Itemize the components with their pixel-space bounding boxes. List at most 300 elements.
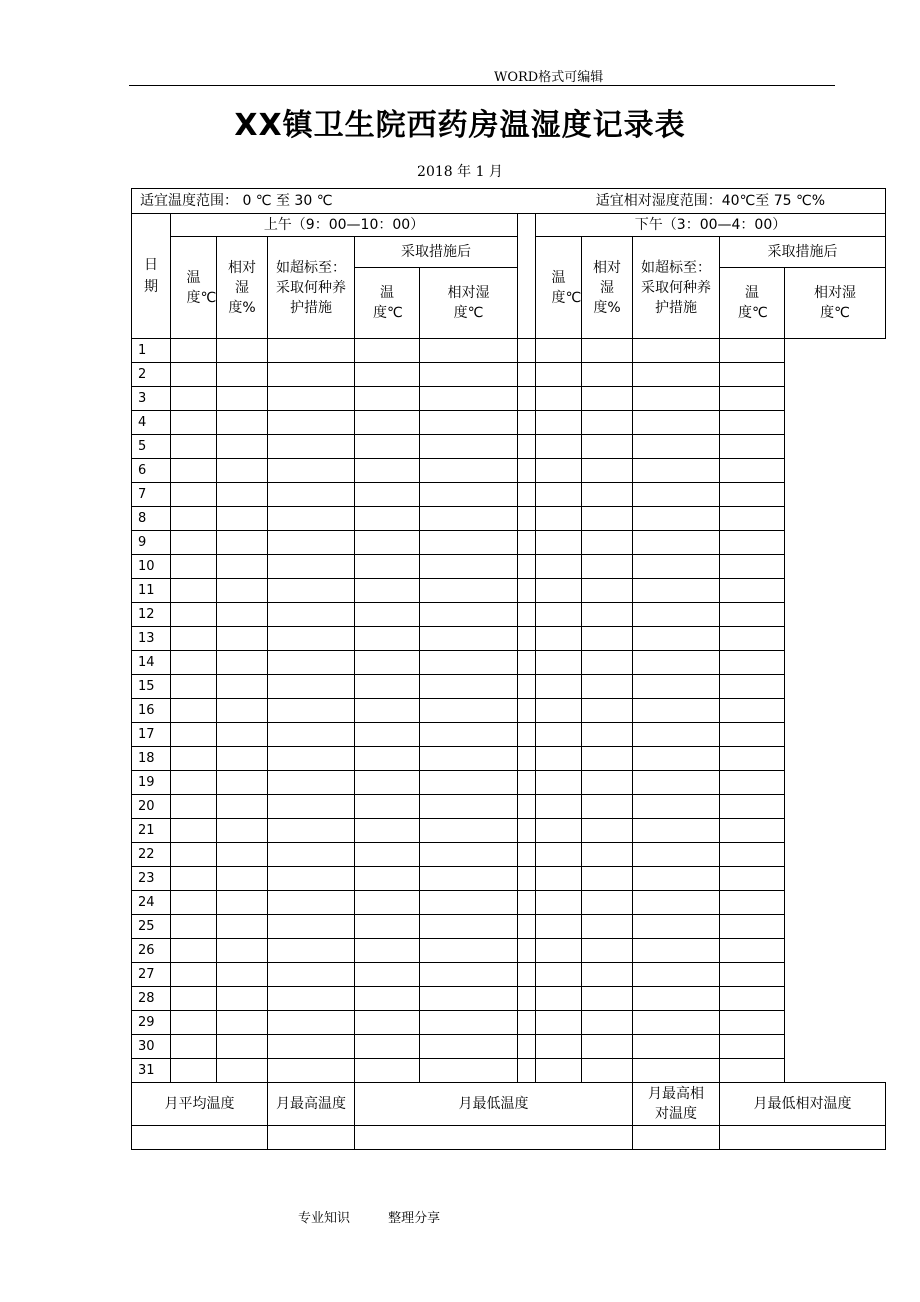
pm-after-humidity-cell[interactable]	[720, 915, 785, 939]
pm-after-temp-cell[interactable]	[633, 747, 720, 771]
am-humidity-cell[interactable]	[217, 747, 268, 771]
am-after-humidity-cell[interactable]	[420, 387, 518, 411]
pm-humidity-cell[interactable]	[536, 1011, 582, 1035]
pm-after-temp-cell[interactable]	[633, 675, 720, 699]
pm-after-humidity-cell[interactable]	[720, 507, 785, 531]
pm-temp-cell[interactable]	[518, 651, 536, 675]
am-measures-cell[interactable]	[268, 867, 355, 891]
pm-after-temp-cell[interactable]	[633, 531, 720, 555]
pm-measures-cell[interactable]	[582, 723, 633, 747]
am-temp-cell[interactable]	[171, 723, 217, 747]
am-humidity-cell[interactable]	[217, 483, 268, 507]
pm-measures-cell[interactable]	[582, 435, 633, 459]
am-humidity-cell[interactable]	[217, 795, 268, 819]
am-temp-cell[interactable]	[171, 771, 217, 795]
am-measures-cell[interactable]	[268, 819, 355, 843]
am-after-humidity-cell[interactable]	[420, 843, 518, 867]
pm-after-humidity-cell[interactable]	[720, 339, 785, 363]
am-measures-cell[interactable]	[268, 531, 355, 555]
am-temp-cell[interactable]	[171, 507, 217, 531]
am-temp-cell[interactable]	[171, 411, 217, 435]
pm-measures-cell[interactable]	[582, 963, 633, 987]
am-measures-cell[interactable]	[268, 987, 355, 1011]
pm-after-temp-cell[interactable]	[633, 555, 720, 579]
am-temp-cell[interactable]	[171, 387, 217, 411]
am-temp-cell[interactable]	[171, 843, 217, 867]
am-temp-cell[interactable]	[171, 579, 217, 603]
am-temp-cell[interactable]	[171, 819, 217, 843]
am-after-temp-cell[interactable]	[355, 771, 420, 795]
am-measures-cell[interactable]	[268, 915, 355, 939]
pm-after-temp-cell[interactable]	[633, 699, 720, 723]
pm-after-humidity-cell[interactable]	[720, 459, 785, 483]
pm-after-temp-cell[interactable]	[633, 915, 720, 939]
pm-humidity-cell[interactable]	[536, 699, 582, 723]
pm-after-temp-cell[interactable]	[633, 843, 720, 867]
pm-after-temp-cell[interactable]	[633, 459, 720, 483]
pm-after-temp-cell[interactable]	[633, 963, 720, 987]
max-humidity-value[interactable]	[633, 1126, 720, 1150]
pm-temp-cell[interactable]	[518, 891, 536, 915]
am-temp-cell[interactable]	[171, 363, 217, 387]
pm-humidity-cell[interactable]	[536, 939, 582, 963]
pm-after-humidity-cell[interactable]	[720, 627, 785, 651]
am-temp-cell[interactable]	[171, 1035, 217, 1059]
pm-humidity-cell[interactable]	[536, 963, 582, 987]
pm-measures-cell[interactable]	[582, 555, 633, 579]
am-after-temp-cell[interactable]	[355, 507, 420, 531]
am-after-temp-cell[interactable]	[355, 555, 420, 579]
pm-measures-cell[interactable]	[582, 363, 633, 387]
pm-after-temp-cell[interactable]	[633, 627, 720, 651]
pm-temp-cell[interactable]	[518, 579, 536, 603]
am-humidity-cell[interactable]	[217, 699, 268, 723]
am-measures-cell[interactable]	[268, 435, 355, 459]
pm-measures-cell[interactable]	[582, 891, 633, 915]
am-humidity-cell[interactable]	[217, 435, 268, 459]
pm-humidity-cell[interactable]	[536, 747, 582, 771]
am-temp-cell[interactable]	[171, 531, 217, 555]
am-after-temp-cell[interactable]	[355, 411, 420, 435]
am-humidity-cell[interactable]	[217, 363, 268, 387]
am-after-temp-cell[interactable]	[355, 627, 420, 651]
am-temp-cell[interactable]	[171, 795, 217, 819]
am-after-humidity-cell[interactable]	[420, 675, 518, 699]
am-humidity-cell[interactable]	[217, 963, 268, 987]
pm-humidity-cell[interactable]	[536, 363, 582, 387]
pm-humidity-cell[interactable]	[536, 867, 582, 891]
pm-measures-cell[interactable]	[582, 675, 633, 699]
am-measures-cell[interactable]	[268, 651, 355, 675]
pm-humidity-cell[interactable]	[536, 459, 582, 483]
pm-humidity-cell[interactable]	[536, 771, 582, 795]
pm-measures-cell[interactable]	[582, 915, 633, 939]
pm-temp-cell[interactable]	[518, 723, 536, 747]
am-measures-cell[interactable]	[268, 771, 355, 795]
pm-after-temp-cell[interactable]	[633, 603, 720, 627]
pm-after-humidity-cell[interactable]	[720, 843, 785, 867]
am-after-humidity-cell[interactable]	[420, 1035, 518, 1059]
am-after-temp-cell[interactable]	[355, 363, 420, 387]
pm-after-temp-cell[interactable]	[633, 579, 720, 603]
am-after-humidity-cell[interactable]	[420, 579, 518, 603]
am-humidity-cell[interactable]	[217, 579, 268, 603]
am-after-temp-cell[interactable]	[355, 1011, 420, 1035]
am-after-humidity-cell[interactable]	[420, 531, 518, 555]
pm-after-temp-cell[interactable]	[633, 1059, 720, 1083]
pm-humidity-cell[interactable]	[536, 819, 582, 843]
am-measures-cell[interactable]	[268, 891, 355, 915]
am-after-humidity-cell[interactable]	[420, 819, 518, 843]
pm-temp-cell[interactable]	[518, 795, 536, 819]
pm-measures-cell[interactable]	[582, 843, 633, 867]
pm-measures-cell[interactable]	[582, 339, 633, 363]
pm-temp-cell[interactable]	[518, 507, 536, 531]
pm-humidity-cell[interactable]	[536, 531, 582, 555]
am-humidity-cell[interactable]	[217, 915, 268, 939]
am-measures-cell[interactable]	[268, 339, 355, 363]
pm-after-temp-cell[interactable]	[633, 771, 720, 795]
am-after-humidity-cell[interactable]	[420, 771, 518, 795]
am-temp-cell[interactable]	[171, 651, 217, 675]
pm-measures-cell[interactable]	[582, 627, 633, 651]
am-measures-cell[interactable]	[268, 603, 355, 627]
pm-temp-cell[interactable]	[518, 555, 536, 579]
pm-after-temp-cell[interactable]	[633, 483, 720, 507]
pm-after-temp-cell[interactable]	[633, 867, 720, 891]
am-after-temp-cell[interactable]	[355, 915, 420, 939]
pm-after-temp-cell[interactable]	[633, 363, 720, 387]
pm-after-humidity-cell[interactable]	[720, 819, 785, 843]
am-temp-cell[interactable]	[171, 627, 217, 651]
am-temp-cell[interactable]	[171, 1011, 217, 1035]
pm-temp-cell[interactable]	[518, 699, 536, 723]
pm-measures-cell[interactable]	[582, 411, 633, 435]
am-after-temp-cell[interactable]	[355, 339, 420, 363]
pm-temp-cell[interactable]	[518, 411, 536, 435]
pm-after-humidity-cell[interactable]	[720, 867, 785, 891]
am-temp-cell[interactable]	[171, 987, 217, 1011]
pm-temp-cell[interactable]	[518, 819, 536, 843]
pm-after-temp-cell[interactable]	[633, 411, 720, 435]
am-after-temp-cell[interactable]	[355, 699, 420, 723]
am-after-temp-cell[interactable]	[355, 747, 420, 771]
am-measures-cell[interactable]	[268, 699, 355, 723]
am-after-humidity-cell[interactable]	[420, 627, 518, 651]
pm-after-humidity-cell[interactable]	[720, 747, 785, 771]
min-temp-value[interactable]	[355, 1126, 633, 1150]
pm-temp-cell[interactable]	[518, 1059, 536, 1083]
pm-after-humidity-cell[interactable]	[720, 555, 785, 579]
pm-after-humidity-cell[interactable]	[720, 1035, 785, 1059]
pm-after-humidity-cell[interactable]	[720, 939, 785, 963]
pm-after-temp-cell[interactable]	[633, 339, 720, 363]
am-temp-cell[interactable]	[171, 483, 217, 507]
pm-after-temp-cell[interactable]	[633, 795, 720, 819]
pm-after-humidity-cell[interactable]	[720, 1059, 785, 1083]
am-humidity-cell[interactable]	[217, 651, 268, 675]
pm-humidity-cell[interactable]	[536, 411, 582, 435]
pm-measures-cell[interactable]	[582, 795, 633, 819]
am-after-humidity-cell[interactable]	[420, 603, 518, 627]
pm-humidity-cell[interactable]	[536, 915, 582, 939]
am-temp-cell[interactable]	[171, 915, 217, 939]
am-measures-cell[interactable]	[268, 1059, 355, 1083]
pm-measures-cell[interactable]	[582, 459, 633, 483]
am-temp-cell[interactable]	[171, 459, 217, 483]
am-after-humidity-cell[interactable]	[420, 987, 518, 1011]
pm-temp-cell[interactable]	[518, 483, 536, 507]
pm-humidity-cell[interactable]	[536, 603, 582, 627]
pm-temp-cell[interactable]	[518, 1011, 536, 1035]
am-after-humidity-cell[interactable]	[420, 915, 518, 939]
pm-after-humidity-cell[interactable]	[720, 531, 785, 555]
pm-temp-cell[interactable]	[518, 387, 536, 411]
pm-humidity-cell[interactable]	[536, 507, 582, 531]
pm-after-humidity-cell[interactable]	[720, 795, 785, 819]
pm-measures-cell[interactable]	[582, 939, 633, 963]
am-humidity-cell[interactable]	[217, 459, 268, 483]
pm-temp-cell[interactable]	[518, 435, 536, 459]
pm-temp-cell[interactable]	[518, 675, 536, 699]
am-temp-cell[interactable]	[171, 435, 217, 459]
pm-humidity-cell[interactable]	[536, 387, 582, 411]
pm-after-humidity-cell[interactable]	[720, 723, 785, 747]
am-temp-cell[interactable]	[171, 555, 217, 579]
am-measures-cell[interactable]	[268, 627, 355, 651]
am-measures-cell[interactable]	[268, 387, 355, 411]
am-humidity-cell[interactable]	[217, 411, 268, 435]
am-after-temp-cell[interactable]	[355, 843, 420, 867]
pm-after-temp-cell[interactable]	[633, 435, 720, 459]
am-after-temp-cell[interactable]	[355, 1035, 420, 1059]
am-after-temp-cell[interactable]	[355, 651, 420, 675]
am-after-humidity-cell[interactable]	[420, 1011, 518, 1035]
pm-temp-cell[interactable]	[518, 603, 536, 627]
am-humidity-cell[interactable]	[217, 339, 268, 363]
am-measures-cell[interactable]	[268, 675, 355, 699]
am-after-temp-cell[interactable]	[355, 795, 420, 819]
am-measures-cell[interactable]	[268, 483, 355, 507]
am-after-humidity-cell[interactable]	[420, 1059, 518, 1083]
am-after-temp-cell[interactable]	[355, 459, 420, 483]
pm-measures-cell[interactable]	[582, 651, 633, 675]
pm-after-temp-cell[interactable]	[633, 1035, 720, 1059]
am-humidity-cell[interactable]	[217, 603, 268, 627]
pm-humidity-cell[interactable]	[536, 483, 582, 507]
am-temp-cell[interactable]	[171, 891, 217, 915]
am-temp-cell[interactable]	[171, 963, 217, 987]
am-after-humidity-cell[interactable]	[420, 963, 518, 987]
pm-temp-cell[interactable]	[518, 963, 536, 987]
am-after-humidity-cell[interactable]	[420, 939, 518, 963]
pm-after-humidity-cell[interactable]	[720, 651, 785, 675]
pm-after-temp-cell[interactable]	[633, 651, 720, 675]
am-after-temp-cell[interactable]	[355, 723, 420, 747]
am-measures-cell[interactable]	[268, 723, 355, 747]
am-temp-cell[interactable]	[171, 747, 217, 771]
pm-measures-cell[interactable]	[582, 987, 633, 1011]
pm-humidity-cell[interactable]	[536, 795, 582, 819]
am-after-humidity-cell[interactable]	[420, 483, 518, 507]
am-after-temp-cell[interactable]	[355, 987, 420, 1011]
am-measures-cell[interactable]	[268, 459, 355, 483]
am-temp-cell[interactable]	[171, 939, 217, 963]
am-humidity-cell[interactable]	[217, 819, 268, 843]
pm-measures-cell[interactable]	[582, 1035, 633, 1059]
am-humidity-cell[interactable]	[217, 843, 268, 867]
pm-after-humidity-cell[interactable]	[720, 771, 785, 795]
am-humidity-cell[interactable]	[217, 1059, 268, 1083]
am-after-humidity-cell[interactable]	[420, 867, 518, 891]
am-humidity-cell[interactable]	[217, 627, 268, 651]
pm-measures-cell[interactable]	[582, 483, 633, 507]
min-humidity-value[interactable]	[720, 1126, 886, 1150]
pm-measures-cell[interactable]	[582, 387, 633, 411]
pm-humidity-cell[interactable]	[536, 675, 582, 699]
am-after-humidity-cell[interactable]	[420, 507, 518, 531]
am-measures-cell[interactable]	[268, 963, 355, 987]
am-humidity-cell[interactable]	[217, 987, 268, 1011]
pm-measures-cell[interactable]	[582, 771, 633, 795]
pm-humidity-cell[interactable]	[536, 555, 582, 579]
am-after-temp-cell[interactable]	[355, 531, 420, 555]
am-humidity-cell[interactable]	[217, 939, 268, 963]
am-temp-cell[interactable]	[171, 675, 217, 699]
am-measures-cell[interactable]	[268, 747, 355, 771]
am-humidity-cell[interactable]	[217, 1011, 268, 1035]
am-after-humidity-cell[interactable]	[420, 795, 518, 819]
am-measures-cell[interactable]	[268, 579, 355, 603]
am-measures-cell[interactable]	[268, 843, 355, 867]
pm-after-humidity-cell[interactable]	[720, 699, 785, 723]
am-humidity-cell[interactable]	[217, 891, 268, 915]
pm-after-temp-cell[interactable]	[633, 987, 720, 1011]
pm-after-temp-cell[interactable]	[633, 723, 720, 747]
am-measures-cell[interactable]	[268, 795, 355, 819]
pm-after-temp-cell[interactable]	[633, 387, 720, 411]
pm-measures-cell[interactable]	[582, 1059, 633, 1083]
am-after-humidity-cell[interactable]	[420, 699, 518, 723]
pm-after-humidity-cell[interactable]	[720, 891, 785, 915]
am-humidity-cell[interactable]	[217, 387, 268, 411]
pm-humidity-cell[interactable]	[536, 987, 582, 1011]
pm-after-humidity-cell[interactable]	[720, 387, 785, 411]
am-temp-cell[interactable]	[171, 1059, 217, 1083]
pm-temp-cell[interactable]	[518, 915, 536, 939]
pm-measures-cell[interactable]	[582, 603, 633, 627]
pm-humidity-cell[interactable]	[536, 1035, 582, 1059]
pm-after-humidity-cell[interactable]	[720, 603, 785, 627]
am-after-temp-cell[interactable]	[355, 435, 420, 459]
am-after-humidity-cell[interactable]	[420, 891, 518, 915]
am-humidity-cell[interactable]	[217, 555, 268, 579]
pm-after-humidity-cell[interactable]	[720, 411, 785, 435]
pm-after-humidity-cell[interactable]	[720, 363, 785, 387]
am-after-humidity-cell[interactable]	[420, 363, 518, 387]
am-after-humidity-cell[interactable]	[420, 435, 518, 459]
am-after-humidity-cell[interactable]	[420, 747, 518, 771]
avg-temp-value[interactable]	[132, 1126, 268, 1150]
pm-temp-cell[interactable]	[518, 627, 536, 651]
am-humidity-cell[interactable]	[217, 723, 268, 747]
am-temp-cell[interactable]	[171, 699, 217, 723]
am-after-temp-cell[interactable]	[355, 891, 420, 915]
am-after-humidity-cell[interactable]	[420, 651, 518, 675]
pm-measures-cell[interactable]	[582, 819, 633, 843]
pm-after-temp-cell[interactable]	[633, 507, 720, 531]
pm-after-humidity-cell[interactable]	[720, 987, 785, 1011]
am-after-humidity-cell[interactable]	[420, 411, 518, 435]
pm-after-humidity-cell[interactable]	[720, 579, 785, 603]
am-humidity-cell[interactable]	[217, 531, 268, 555]
pm-temp-cell[interactable]	[518, 459, 536, 483]
pm-temp-cell[interactable]	[518, 939, 536, 963]
am-measures-cell[interactable]	[268, 939, 355, 963]
pm-measures-cell[interactable]	[582, 867, 633, 891]
am-measures-cell[interactable]	[268, 363, 355, 387]
am-after-temp-cell[interactable]	[355, 939, 420, 963]
pm-humidity-cell[interactable]	[536, 723, 582, 747]
pm-humidity-cell[interactable]	[536, 843, 582, 867]
am-humidity-cell[interactable]	[217, 675, 268, 699]
pm-after-humidity-cell[interactable]	[720, 675, 785, 699]
am-measures-cell[interactable]	[268, 1011, 355, 1035]
am-after-humidity-cell[interactable]	[420, 339, 518, 363]
pm-measures-cell[interactable]	[582, 747, 633, 771]
pm-humidity-cell[interactable]	[536, 891, 582, 915]
am-after-temp-cell[interactable]	[355, 819, 420, 843]
am-after-humidity-cell[interactable]	[420, 555, 518, 579]
am-after-temp-cell[interactable]	[355, 675, 420, 699]
pm-after-humidity-cell[interactable]	[720, 963, 785, 987]
am-after-temp-cell[interactable]	[355, 603, 420, 627]
pm-temp-cell[interactable]	[518, 363, 536, 387]
am-after-humidity-cell[interactable]	[420, 459, 518, 483]
am-after-temp-cell[interactable]	[355, 483, 420, 507]
pm-humidity-cell[interactable]	[536, 339, 582, 363]
am-measures-cell[interactable]	[268, 555, 355, 579]
pm-temp-cell[interactable]	[518, 843, 536, 867]
pm-temp-cell[interactable]	[518, 747, 536, 771]
pm-after-humidity-cell[interactable]	[720, 1011, 785, 1035]
pm-after-temp-cell[interactable]	[633, 891, 720, 915]
max-temp-value[interactable]	[268, 1126, 355, 1150]
pm-humidity-cell[interactable]	[536, 435, 582, 459]
pm-after-temp-cell[interactable]	[633, 1011, 720, 1035]
pm-temp-cell[interactable]	[518, 531, 536, 555]
pm-humidity-cell[interactable]	[536, 579, 582, 603]
am-humidity-cell[interactable]	[217, 1035, 268, 1059]
am-after-temp-cell[interactable]	[355, 963, 420, 987]
pm-measures-cell[interactable]	[582, 579, 633, 603]
am-after-temp-cell[interactable]	[355, 579, 420, 603]
am-measures-cell[interactable]	[268, 507, 355, 531]
am-after-humidity-cell[interactable]	[420, 723, 518, 747]
pm-temp-cell[interactable]	[518, 987, 536, 1011]
pm-measures-cell[interactable]	[582, 507, 633, 531]
pm-humidity-cell[interactable]	[536, 627, 582, 651]
am-after-temp-cell[interactable]	[355, 867, 420, 891]
pm-humidity-cell[interactable]	[536, 651, 582, 675]
am-temp-cell[interactable]	[171, 603, 217, 627]
pm-humidity-cell[interactable]	[536, 1059, 582, 1083]
am-humidity-cell[interactable]	[217, 771, 268, 795]
am-measures-cell[interactable]	[268, 1035, 355, 1059]
pm-after-temp-cell[interactable]	[633, 819, 720, 843]
pm-after-temp-cell[interactable]	[633, 939, 720, 963]
am-after-temp-cell[interactable]	[355, 1059, 420, 1083]
